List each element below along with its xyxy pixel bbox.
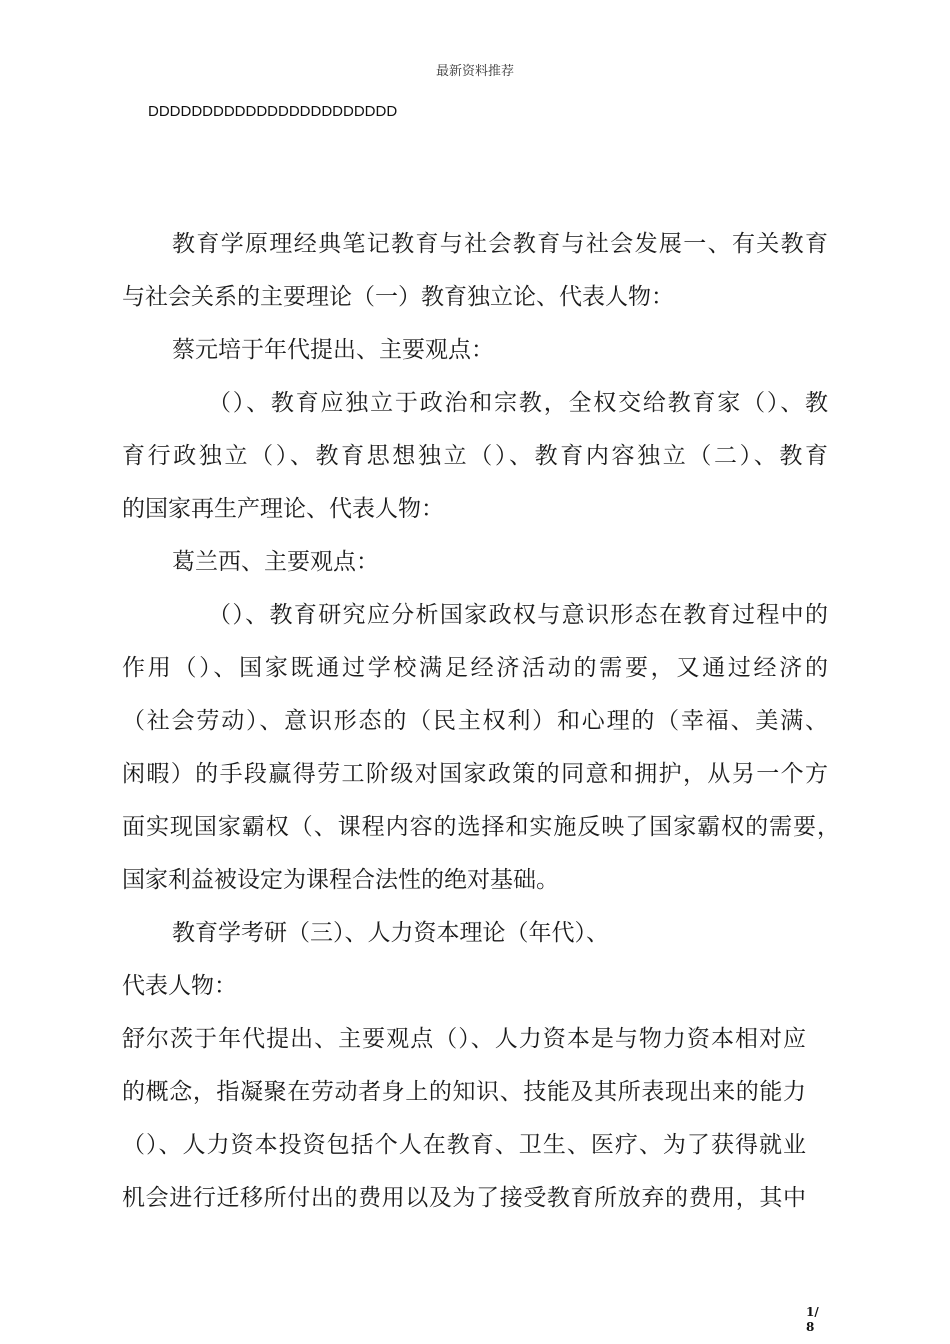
- page-header: 最新资料推荐: [435, 64, 514, 79]
- body-line-7: 葛兰西、主要观点：: [172, 549, 379, 575]
- body-line-19: 机会进行迁移所付出的费用以及为了接受教育所放弃的费用，其中: [122, 1185, 806, 1211]
- body-line-15: 代表人物：: [122, 973, 237, 999]
- body-line-11: 闲暇）的手段赢得劳工阶级对国家政策的同意和拥护，从另一个方: [122, 761, 828, 787]
- body-line-8: （）、教育研究应分析国家政权与意识形态在教育过程中的: [208, 602, 828, 628]
- body-line-10: （社会劳动）、意识形态的（民主权利）和心理的（幸福、美满、: [122, 708, 828, 734]
- body-line-5: 育行政独立（）、教育思想独立（）、教育内容独立（二）、教育: [122, 443, 828, 469]
- body-line-13: 国家利益被设定为课程合法性的绝对基础。: [122, 867, 559, 893]
- page-number: [806, 1305, 819, 1335]
- body-line-18: （）、人力资本投资包括个人在教育、卫生、医疗、为了获得就业: [122, 1132, 806, 1158]
- body-line-4: （）、教育应独立于政治和宗教，全权交给教育家（）、教: [208, 390, 828, 416]
- body-line-3: 蔡元培于年代提出、主要观点：: [172, 337, 494, 363]
- body-line-14: 教育学考研（三）、人力资本理论（年代）、: [172, 920, 609, 946]
- body-line-6: 的国家再生产理论、代表人物：: [122, 496, 444, 522]
- body-line-16: 舒尔茨于年代提出、主要观点（）、人力资本是与物力资本相对应: [122, 1026, 806, 1052]
- body-line-2: 与社会关系的主要理论（一）教育独立论、代表人物：: [122, 284, 674, 310]
- body-line-1: 教育学原理经典笔记教育与社会教育与社会发展一、有关教育: [172, 231, 828, 257]
- watermark-line: DDDDDDDDDDDDDDDDDDDDDDD: [148, 103, 398, 120]
- body-line-17: 的概念，指凝聚在劳动者身上的知识、技能及其所表现出来的能力: [122, 1079, 806, 1105]
- body-line-12: 面实现国家霸权（、课程内容的选择和实施反映了国家霸权的需要，: [122, 814, 840, 840]
- body-line-9: 作用（）、国家既通过学校满足经济活动的需要，又通过经济的: [122, 655, 828, 681]
- page-number-total: 8: [806, 1320, 815, 1334]
- page-number-current: 1/: [806, 1305, 819, 1319]
